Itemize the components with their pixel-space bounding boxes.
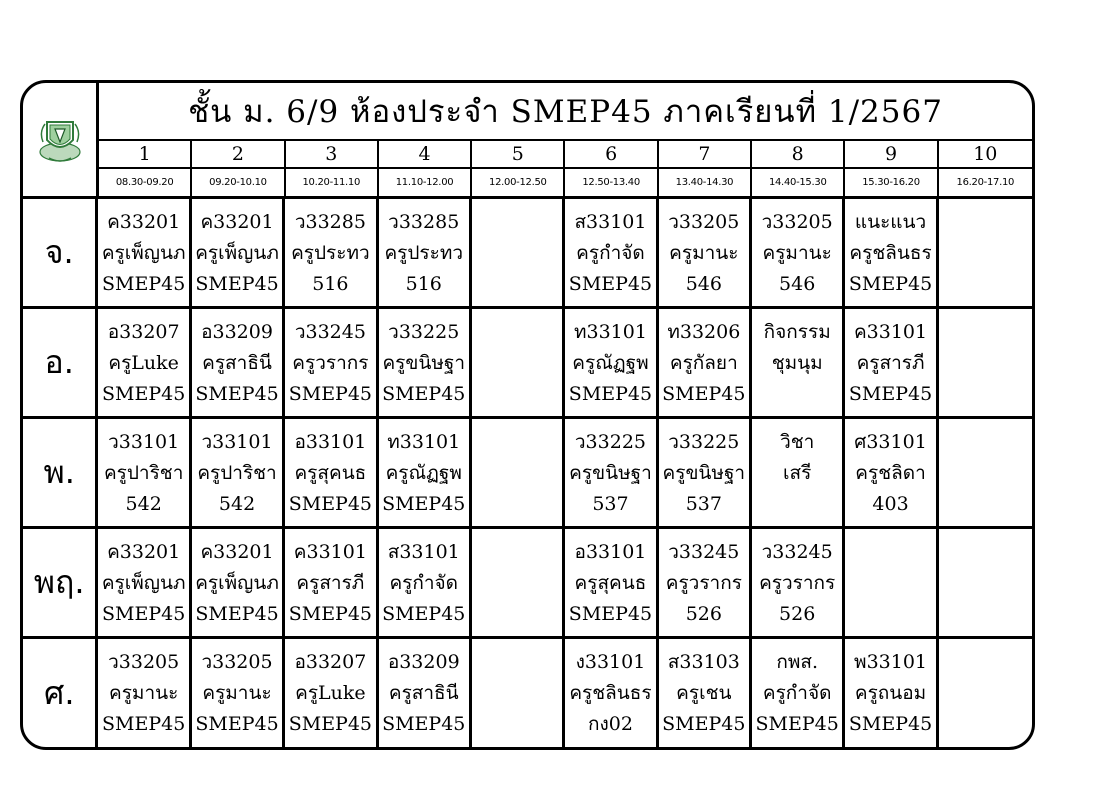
- cell-line: ว33225: [668, 431, 740, 453]
- cell-line: เสรี: [783, 462, 812, 484]
- timetable-cell: [939, 529, 1032, 636]
- cell-line: ครูสุคนธ: [294, 462, 367, 484]
- timetable-cell: [285, 529, 378, 636]
- cell-line: ว33285: [294, 211, 366, 233]
- cell-line: ครูมานะ: [202, 682, 272, 704]
- timetable-cell: [192, 419, 285, 526]
- cell-line: 537: [592, 493, 629, 515]
- cell-line: ครูLuke: [108, 352, 179, 374]
- cell-line: ค33201: [200, 541, 274, 563]
- period-number-row: [99, 141, 1032, 169]
- cell-line: ครูเพ็ญนภ: [101, 572, 186, 594]
- cell-line: ครูขนิษฐา: [569, 462, 652, 484]
- period-time: 12.50-13.40: [565, 169, 658, 196]
- period-number: 7: [659, 141, 752, 167]
- cell-line: ครูกัลยา: [669, 352, 738, 374]
- cell-line: SMEP45: [755, 713, 839, 735]
- timetable-frame: [20, 80, 1035, 750]
- cell-line: ค33101: [293, 541, 367, 563]
- timetable-cell: [752, 419, 845, 526]
- cell-line: SMEP45: [848, 383, 933, 405]
- timetable-cell: [659, 199, 752, 306]
- school-logo-cell: [23, 83, 99, 199]
- timetable-cell: [845, 639, 938, 747]
- timetable-cell: [752, 199, 845, 306]
- timetable-cell: [379, 419, 472, 526]
- cell-line: ครูกำจัด: [389, 572, 459, 594]
- timetable-cell: [939, 199, 1032, 306]
- cell-line: ครูเชน: [676, 682, 732, 704]
- timetable-cell: [472, 309, 565, 416]
- day-row: [23, 199, 1032, 309]
- timetable-cell: [565, 419, 658, 526]
- day-row: [23, 309, 1032, 419]
- timetable-cell: [379, 199, 472, 306]
- cell-line: SMEP45: [102, 383, 186, 405]
- timetable-cell: [845, 529, 938, 636]
- cell-line: ครูวรากร: [759, 572, 836, 594]
- timetable-cell: [472, 639, 565, 747]
- period-number: 1: [99, 141, 192, 167]
- cell-line: ส33101: [387, 541, 460, 563]
- timetable-cell: [845, 419, 938, 526]
- cell-line: ครูวรากร: [292, 352, 369, 374]
- cell-line: ครูมานะ: [109, 682, 179, 704]
- timetable-cell: [98, 529, 191, 636]
- cell-line: ครูประทว: [291, 242, 370, 264]
- cell-line: SMEP45: [195, 713, 279, 735]
- timetable-title: ชั้น ม. 6/9 ห้องประจำ SMEP45 ภาคเรียนที่ 1/2567: [99, 83, 1032, 141]
- timetable-cell: [285, 309, 378, 416]
- period-time: 09.20-10.10: [192, 169, 285, 196]
- timetable-cell: [379, 529, 472, 636]
- cell-line: ค33201: [107, 541, 181, 563]
- cell-line: ว33205: [668, 211, 740, 233]
- timetable-cell: [565, 199, 658, 306]
- cell-line: ค33201: [200, 211, 274, 233]
- timetable-cell: [379, 639, 472, 747]
- cell-line: ว33205: [761, 211, 833, 233]
- period-number: 3: [286, 141, 379, 167]
- cell-line: SMEP45: [195, 603, 279, 625]
- period-time: 14.40-15.30: [752, 169, 845, 196]
- cell-line: SMEP45: [568, 603, 653, 625]
- cell-line: ครูขนิษฐา: [662, 462, 746, 484]
- period-time: 12.00-12.50: [472, 169, 565, 196]
- timetable-cell: [939, 309, 1032, 416]
- period-time: 13.40-14.30: [659, 169, 752, 196]
- cell-line: SMEP45: [382, 713, 466, 735]
- period-time: 10.20-11.10: [286, 169, 379, 196]
- timetable-cell: [939, 639, 1032, 747]
- cell-line: ว33245: [668, 541, 740, 563]
- cell-line: ครูสารภี: [296, 572, 365, 594]
- cell-line: SMEP45: [102, 603, 186, 625]
- timetable-cell: [565, 639, 658, 747]
- cell-line: ครูเพ็ญนภ: [101, 242, 186, 264]
- cell-line: 542: [218, 493, 256, 515]
- cell-line: SMEP45: [102, 713, 186, 735]
- timetable-cell: [659, 529, 752, 636]
- cell-line: ค33101: [853, 321, 928, 343]
- cell-line: 546: [685, 273, 722, 295]
- cell-line: อ33209: [201, 321, 273, 343]
- cell-line: 516: [405, 273, 442, 295]
- cell-line: ชุมนุม: [771, 352, 823, 374]
- day-label: พ.: [23, 419, 98, 526]
- cell-line: SMEP45: [382, 493, 466, 515]
- timetable-cell: [285, 199, 378, 306]
- cell-line: SMEP45: [382, 603, 466, 625]
- cell-line: ครูสาธินี: [388, 682, 459, 704]
- cell-line: ครูมานะ: [762, 242, 832, 264]
- cell-line: ครูณัฏฐพ: [385, 462, 462, 484]
- timetable-cell: [752, 639, 845, 747]
- cell-line: 526: [779, 603, 816, 625]
- timetable-grid: [23, 199, 1032, 747]
- cell-line: อ33207: [294, 651, 367, 673]
- cell-line: ครูสุคนธ: [574, 572, 647, 594]
- cell-line: SMEP45: [288, 713, 373, 735]
- timetable-cell: [565, 529, 658, 636]
- cell-line: ว33225: [388, 321, 460, 343]
- cell-line: ว33285: [388, 211, 460, 233]
- cell-line: ว33205: [201, 651, 273, 673]
- cell-line: 526: [685, 603, 722, 625]
- timetable-cell: [192, 199, 285, 306]
- period-number: 8: [752, 141, 845, 167]
- cell-line: ท33206: [667, 321, 741, 343]
- cell-line: ว33225: [574, 431, 647, 453]
- day-label: พฤ.: [23, 529, 98, 636]
- timetable-cell: [98, 199, 191, 306]
- cell-line: SMEP45: [288, 603, 373, 625]
- cell-line: ครูกำจัด: [762, 682, 832, 704]
- timetable-cell: [659, 309, 752, 416]
- cell-line: ครูปาริชา: [197, 462, 277, 484]
- cell-line: ว33205: [108, 651, 180, 673]
- cell-line: ส33103: [667, 651, 740, 673]
- day-row: [23, 419, 1032, 529]
- cell-line: ครูLuke: [295, 682, 366, 704]
- timetable-cell: [845, 199, 938, 306]
- cell-line: 516: [312, 273, 349, 295]
- cell-line: ครูถนอม: [854, 682, 927, 704]
- cell-line: ครูขนิษฐา: [382, 352, 466, 374]
- cell-line: SMEP45: [662, 713, 746, 735]
- cell-line: SMEP45: [288, 383, 373, 405]
- cell-line: ครูณัฏฐพ: [572, 352, 649, 374]
- timetable-cell: [379, 309, 472, 416]
- cell-line: SMEP45: [102, 273, 186, 295]
- period-time: 11.10-12.00: [379, 169, 472, 196]
- timetable-cell: [192, 639, 285, 747]
- cell-line: อ33209: [387, 651, 460, 673]
- cell-line: ท33101: [387, 431, 461, 453]
- cell-line: ส33101: [574, 211, 647, 233]
- timetable-cell: [565, 309, 658, 416]
- day-label: ศ.: [23, 639, 98, 747]
- timetable-cell: [192, 529, 285, 636]
- timetable-cell: [285, 419, 378, 526]
- cell-line: SMEP45: [568, 383, 653, 405]
- day-label: อ.: [23, 309, 98, 416]
- cell-line: กพส.: [776, 651, 819, 673]
- cell-line: 546: [779, 273, 816, 295]
- period-time-row: [99, 169, 1032, 199]
- cell-line: ครูสารภี: [856, 352, 925, 374]
- period-number: 6: [565, 141, 658, 167]
- timetable-cell: [752, 529, 845, 636]
- timetable-cell: [752, 309, 845, 416]
- timetable-cell: [659, 419, 752, 526]
- cell-line: ครูสาธินี: [202, 352, 272, 374]
- cell-line: อ33101: [294, 431, 367, 453]
- school-logo-icon: [35, 112, 85, 168]
- day-row: [23, 639, 1032, 747]
- cell-line: ครูมานะ: [669, 242, 739, 264]
- cell-line: SMEP45: [568, 273, 653, 295]
- cell-line: ว33245: [761, 541, 833, 563]
- cell-line: 403: [872, 493, 909, 515]
- cell-line: ครูเพ็ญนภ: [195, 572, 279, 594]
- cell-line: 542: [125, 493, 162, 515]
- day-label: จ.: [23, 199, 98, 306]
- timetable-cell: [659, 639, 752, 747]
- cell-line: กง02: [587, 713, 633, 735]
- cell-line: SMEP45: [382, 383, 466, 405]
- cell-line: ครูเพ็ญนภ: [195, 242, 279, 264]
- timetable-cell: [472, 529, 565, 636]
- timetable-cell: [98, 639, 191, 747]
- cell-line: วิชา: [780, 431, 815, 453]
- cell-line: ครูชลินธร: [569, 682, 652, 704]
- period-number: 10: [973, 143, 998, 165]
- day-row: [23, 529, 1032, 639]
- period-number: 5: [472, 141, 565, 167]
- period-time: 08.30-09.20: [99, 169, 192, 196]
- cell-line: ครูวรากร: [665, 572, 742, 594]
- period-time: 16.20-17.10: [956, 177, 1015, 188]
- timetable-cell: [472, 419, 565, 526]
- timetable-cell: [98, 309, 191, 416]
- cell-line: 537: [685, 493, 722, 515]
- cell-line: อ33207: [107, 321, 180, 343]
- cell-line: SMEP45: [848, 713, 933, 735]
- period-time: 15.30-16.20: [845, 169, 938, 196]
- cell-line: SMEP45: [288, 493, 373, 515]
- timetable-cell: [285, 639, 378, 747]
- cell-line: อ33101: [574, 541, 647, 563]
- cell-line: กิจกรรม: [763, 321, 831, 343]
- cell-line: ท33101: [573, 321, 647, 343]
- cell-line: แนะแนว: [854, 211, 927, 233]
- timetable-cell: [192, 309, 285, 416]
- timetable-cell: [845, 309, 938, 416]
- cell-line: SMEP45: [195, 383, 279, 405]
- cell-line: SMEP45: [662, 383, 746, 405]
- cell-line: พ33101: [854, 651, 928, 673]
- cell-line: ง33101: [575, 651, 646, 673]
- cell-line: SMEP45: [195, 273, 279, 295]
- period-number: 2: [192, 141, 285, 167]
- timetable-cell: [98, 419, 191, 526]
- cell-line: ศ33101: [854, 431, 927, 453]
- cell-line: ว33101: [108, 431, 180, 453]
- cell-line: ครูปาริชา: [103, 462, 184, 484]
- cell-line: ครูชลิดา: [855, 462, 926, 484]
- cell-line: ครูกำจัด: [576, 242, 645, 264]
- cell-line: ครูชลินธร: [849, 242, 932, 264]
- period-number: 9: [845, 141, 938, 167]
- cell-line: ค33201: [107, 211, 181, 233]
- period-number: 4: [379, 141, 472, 167]
- cell-line: ว33101: [201, 431, 273, 453]
- cell-line: SMEP45: [848, 273, 933, 295]
- cell-line: ครูประทว: [384, 242, 464, 264]
- cell-line: ว33245: [294, 321, 366, 343]
- timetable-cell: [472, 199, 565, 306]
- timetable-cell: [939, 419, 1032, 526]
